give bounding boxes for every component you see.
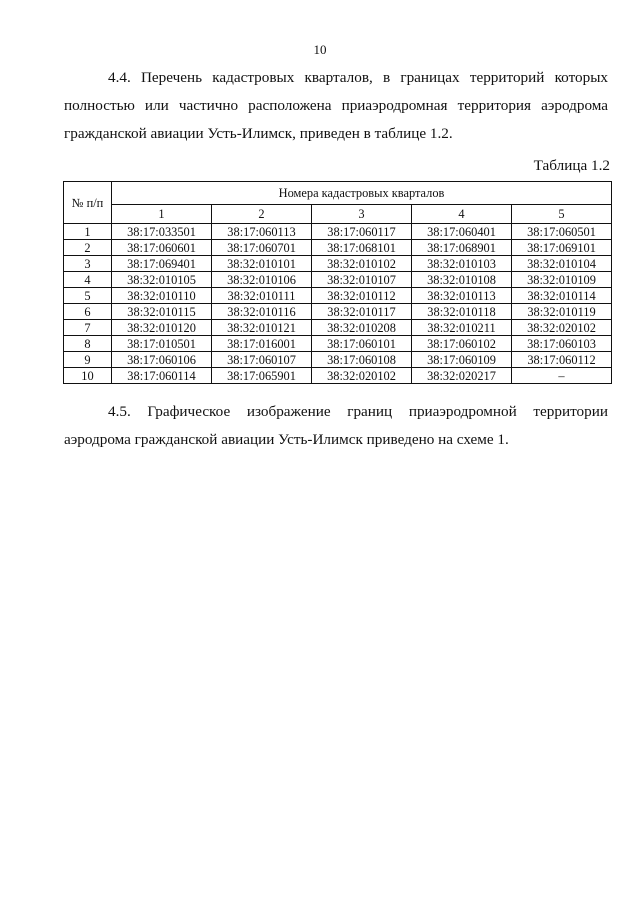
cadastral-number-cell: 38:32:010118	[412, 304, 512, 320]
paragraph-4-5-text: 4.5. Графическое изображение границ приаэродромной территории аэродрома гражданской авиации Усть-Илимск приведено на схеме 1.	[64, 403, 608, 448]
cadastral-number-cell: 38:32:010112	[312, 288, 412, 304]
row-number-cell: 1	[64, 224, 112, 240]
cadastral-number-cell: 38:17:060102	[412, 336, 512, 352]
table-column-index-row	[64, 205, 612, 224]
cadastral-number-cell: 38:32:010117	[312, 304, 412, 320]
cadastral-table-wrapper	[63, 181, 611, 384]
cadastral-number-cell: 38:17:010501	[112, 336, 212, 352]
cadastral-number-cell: 38:32:010104	[512, 256, 612, 272]
cadastral-number-cell: –	[512, 368, 612, 384]
cadastral-numbers-header: Номера кадастровых кварталов	[112, 182, 612, 205]
cadastral-number-cell: 38:32:010108	[412, 272, 512, 288]
cadastral-number-cell: 38:17:060601	[112, 240, 212, 256]
table-row	[64, 224, 612, 240]
row-number-cell: 3	[64, 256, 112, 272]
cadastral-number-cell: 38:17:060107	[212, 352, 312, 368]
row-number-header: № п/п	[64, 182, 112, 224]
cadastral-number-cell: 38:17:060108	[312, 352, 412, 368]
cadastral-number-cell: 38:17:065901	[212, 368, 312, 384]
cadastral-number-cell: 38:32:020102	[512, 320, 612, 336]
table-row	[64, 304, 612, 320]
page-number: 10	[313, 42, 327, 57]
row-number-cell: 7	[64, 320, 112, 336]
table-body	[64, 224, 612, 384]
cadastral-number-cell: 38:17:033501	[112, 224, 212, 240]
cadastral-number-cell: 38:32:020102	[312, 368, 412, 384]
table-row	[64, 352, 612, 368]
table-row	[64, 288, 612, 304]
cadastral-number-cell: 38:17:060103	[512, 336, 612, 352]
paragraph-4-4-text: 4.4. Перечень кадастровых кварталов, в границах территорий которых полностью или частично расположена приаэродромная территория аэродрома гражданской авиации Усть-Илимск, приведен в таблице 1.2.	[64, 69, 608, 142]
cadastral-number-cell: 38:32:010120	[112, 320, 212, 336]
cadastral-number-cell: 38:17:068101	[312, 240, 412, 256]
cadastral-number-cell: 38:17:069401	[112, 256, 212, 272]
cadastral-number-cell: 38:32:010116	[212, 304, 312, 320]
table-row	[64, 368, 612, 384]
table-row	[64, 320, 612, 336]
cadastral-number-cell: 38:17:060117	[312, 224, 412, 240]
table-row	[64, 272, 612, 288]
table-header-row	[64, 182, 612, 205]
cadastral-number-cell: 38:32:010103	[412, 256, 512, 272]
cadastral-number-cell: 38:17:060101	[312, 336, 412, 352]
row-number-cell: 8	[64, 336, 112, 352]
cadastral-number-cell: 38:17:060112	[512, 352, 612, 368]
cadastral-number-cell: 38:32:010113	[412, 288, 512, 304]
cadastral-number-cell: 38:32:010106	[212, 272, 312, 288]
cadastral-number-cell: 38:17:060701	[212, 240, 312, 256]
table-row	[64, 336, 612, 352]
cadastral-number-cell: 38:32:010101	[212, 256, 312, 272]
row-number-cell: 10	[64, 368, 112, 384]
cadastral-number-cell: 38:17:060401	[412, 224, 512, 240]
cadastral-number-cell: 38:32:010119	[512, 304, 612, 320]
cadastral-number-cell: 38:32:010121	[212, 320, 312, 336]
row-number-cell: 2	[64, 240, 112, 256]
column-index-header: 4	[412, 205, 512, 224]
paragraph-4-5	[64, 398, 608, 454]
cadastral-number-cell: 38:32:010102	[312, 256, 412, 272]
cadastral-number-cell: 38:17:068901	[412, 240, 512, 256]
cadastral-number-cell: 38:32:010211	[412, 320, 512, 336]
row-number-cell: 9	[64, 352, 112, 368]
cadastral-quarters-table	[63, 181, 612, 384]
cadastral-number-cell: 38:32:010105	[112, 272, 212, 288]
table-caption: Таблица 1.2	[533, 157, 610, 174]
cadastral-number-cell: 38:17:060113	[212, 224, 312, 240]
cadastral-number-cell: 38:17:060114	[112, 368, 212, 384]
column-index-header: 5	[512, 205, 612, 224]
cadastral-number-cell: 38:32:010109	[512, 272, 612, 288]
cadastral-number-cell: 38:32:010107	[312, 272, 412, 288]
cadastral-number-cell: 38:32:010111	[212, 288, 312, 304]
table-row	[64, 240, 612, 256]
cadastral-number-cell: 38:17:060106	[112, 352, 212, 368]
cadastral-number-cell: 38:17:016001	[212, 336, 312, 352]
cadastral-number-cell: 38:17:069101	[512, 240, 612, 256]
column-index-header: 2	[212, 205, 312, 224]
row-number-cell: 5	[64, 288, 112, 304]
row-number-cell: 6	[64, 304, 112, 320]
cadastral-number-cell: 38:32:010114	[512, 288, 612, 304]
column-index-header: 3	[312, 205, 412, 224]
cadastral-number-cell: 38:32:020217	[412, 368, 512, 384]
table-row	[64, 256, 612, 272]
row-number-cell: 4	[64, 272, 112, 288]
cadastral-number-cell: 38:32:010115	[112, 304, 212, 320]
cadastral-number-cell: 38:17:060109	[412, 352, 512, 368]
cadastral-number-cell: 38:32:010110	[112, 288, 212, 304]
paragraph-4-4	[64, 64, 608, 148]
cadastral-number-cell: 38:32:010208	[312, 320, 412, 336]
cadastral-number-cell: 38:17:060501	[512, 224, 612, 240]
column-index-header: 1	[112, 205, 212, 224]
